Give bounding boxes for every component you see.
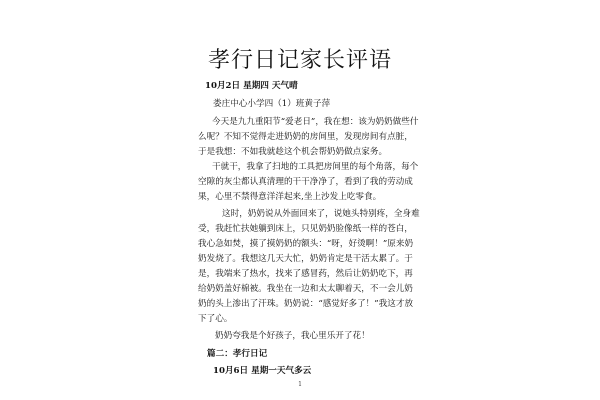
paragraph-1-line-2: 么呢？不知不觉得走进奶奶的房间里，发现房间有点脏， xyxy=(198,132,413,142)
date-line: 10月2日 星期四 天气晴 xyxy=(205,81,298,91)
document-title: 孝行日记家长评语 xyxy=(207,48,392,73)
paragraph-3-line-3: 我心急如焚，摸了摸奶奶的额头：“呀，好烫啊！”原来奶 xyxy=(198,239,414,249)
paragraph-3-line-5: 是，我端来了热水，找来了感冒药，然后让奶奶吃下，再 xyxy=(198,269,413,279)
paragraph-2-line-2: 空隙的灰尘都认真清理的干干净净了，看到了我的劳动成 xyxy=(198,177,413,187)
paragraph-1-line-3: 于是我想：不如我就趁这个机会帮奶奶做点家务。 xyxy=(198,147,388,157)
page-number: 1 xyxy=(298,381,302,388)
paragraph-3-line-2: 受，我赶忙扶她躺到床上，只见奶奶脸像纸一样的苍白， xyxy=(198,224,413,234)
paragraph-3-line-8: 下了心。 xyxy=(198,314,233,324)
paragraph-2-line-3: 果，心里不禁得意洋洋起来,坐上沙发上吃零食。 xyxy=(198,192,382,202)
paragraph-3-line-6: 给奶奶盖好棉被。我坐在一边和太太聊着天，不一会儿奶 xyxy=(198,284,413,294)
paragraph-3-line-7: 奶的头上渗出了汗珠。奶奶说：“感觉好多了！”我这才放 xyxy=(198,299,414,309)
paragraph-2-line-1: 干就干，我拿了扫地的工具把房间里的每个角落，每个 xyxy=(212,162,419,172)
section-heading: 篇二：孝行日记 xyxy=(207,349,268,359)
paragraph-4-line-1: 奶奶夸我是个好孩子，我心里乐开了花！ xyxy=(215,331,370,341)
paragraph-1-line-1: 今天是九九重阳节“爱老日”，我在想：该为奶奶做些什 xyxy=(212,117,419,127)
paragraph-3-line-4: 奶发烧了。我想这几天大忙，奶奶肯定是干活太累了。于 xyxy=(198,254,413,264)
author-line: 娄庄中心小学四（1）班黄子萍 xyxy=(213,99,331,109)
next-date-line: 10月6日 星期一天气多云 xyxy=(213,366,312,376)
paragraph-3-line-1: 这时，奶奶说从外面回来了，说她头特别疼，全身难 xyxy=(222,209,420,219)
